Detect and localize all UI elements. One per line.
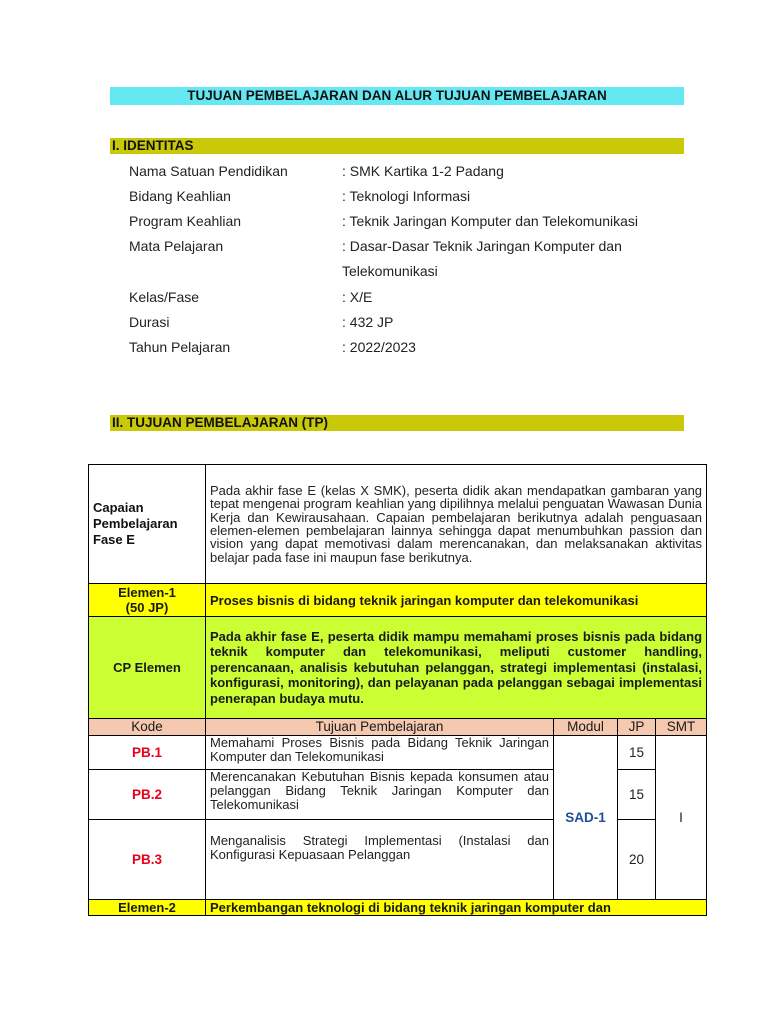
section-identitas-heading [110, 138, 684, 154]
identity-label-program: Program Keahlian [129, 213, 242, 229]
header-smt: SMT [656, 719, 707, 736]
identity-label-bidang: Bidang Keahlian [129, 188, 231, 204]
row-tujuan: Memahami Proses Bisnis pada Bidang Teknik Jaringan Komputer dan Telekomunikasi [206, 736, 554, 770]
row-kode: PB.2 [89, 770, 206, 820]
cp-elemen-row [89, 617, 707, 719]
identity-value-kelas: : X/E [342, 289, 373, 305]
elemen1-text: Proses bisnis di bidang teknik jaringan komputer dan telekomunikasi [206, 584, 707, 617]
table-header-row [89, 719, 707, 736]
elemen1-row [89, 584, 707, 617]
elemen2-label: Elemen-2 [89, 900, 206, 916]
identity-value-program: : Teknik Jaringan Komputer dan Telekomunikasi [342, 213, 638, 229]
row-jp: 15 [618, 770, 656, 820]
header-jp: JP [618, 719, 656, 736]
row-jp: 20 [618, 820, 656, 900]
cp-elemen-label: CP Elemen [89, 617, 206, 719]
identity-label-mapel: Mata Pelajaran [129, 238, 224, 254]
identity-label-durasi: Durasi [129, 314, 170, 330]
header-tujuan: Tujuan Pembelajaran [206, 719, 554, 736]
modul-cell: SAD-1 [554, 736, 618, 900]
capaian-text: Pada akhir fase E (kelas X SMK), peserta didik akan mendapatkan gambaran yang tepat mengenai program keahlian yang dipilihnya melalui penguatan Wawasan Dunia Kerja dan Kewirausahaan. Capaian pembelajaran berikutnya adalah penguasaan elemen-elemen pembelajaran lainnya sehingga dapat menumbuhkan passion dan vision yang dapat memotivasi dalam merencanakan, dan melaksanakan aktivitas belajar pada fase ini maupun fase berikutnya. [206, 465, 707, 584]
header-kode: Kode [89, 719, 206, 736]
capaian-row [89, 465, 707, 584]
smt-cell: I [656, 736, 707, 900]
section-identitas-label: I. IDENTITAS [112, 138, 194, 153]
identity-label-satuan: Nama Satuan Pendidikan [129, 163, 288, 179]
capaian-label: Capaian Pembelajaran Fase E [89, 465, 206, 584]
tujuan-pembelajaran-table [88, 464, 707, 916]
section-tp-label: II. TUJUAN PEMBELAJARAN (TP) [112, 415, 329, 430]
header-modul: Modul [554, 719, 618, 736]
elemen1-jp: (50 JP) [125, 600, 169, 615]
cp-elemen-text: Pada akhir fase E, peserta didik mampu memahami proses bisnis pada bidang teknik komputer dan telekomunikasi, meliputi customer handling, perencanaan, analisis kebutuhan pelanggan, strategi implementasi (instalasi, konfigurasi, monitoring), dan pelayanan pada pelanggan sebagai implementasi penerapan budaya mutu. [206, 617, 707, 719]
elemen2-text: Perkembangan teknologi di bidang teknik jaringan komputer dan [206, 900, 707, 916]
identity-value-satuan: : SMK Kartika 1-2 Padang [342, 163, 504, 179]
row-tujuan: Merencanakan Kebutuhan Bisnis kepada konsumen atau pelanggan Bidang Teknik Jaringan Komputer dan Telekomunikasi [206, 770, 554, 820]
identity-value-tahun: : 2022/2023 [342, 339, 416, 355]
table-row [89, 736, 707, 770]
identity-label-tahun: Tahun Pelajaran [129, 339, 231, 355]
elemen1-label: Elemen-1 [118, 585, 176, 600]
identity-value-bidang: : Teknologi Informasi [342, 188, 471, 204]
identity-value-durasi: : 432 JP [342, 314, 394, 330]
document-title: TUJUAN PEMBELAJARAN DAN ALUR TUJUAN PEMBELAJARAN [110, 87, 684, 105]
identity-label-kelas: Kelas/Fase [129, 289, 200, 305]
row-kode: PB.1 [89, 736, 206, 770]
elemen1-label-cell [89, 584, 206, 617]
identity-value-mapel: : Dasar-Dasar Teknik Jaringan Komputer dan [342, 238, 622, 254]
elemen2-row [89, 900, 707, 916]
row-jp: 15 [618, 736, 656, 770]
section-tp-heading [110, 415, 684, 431]
identity-value-mapel-cont: Telekomunikasi [342, 263, 438, 279]
row-tujuan: Menganalisis Strategi Implementasi (Instalasi dan Konfigurasi Kepuasaan Pelanggan [206, 820, 554, 900]
row-kode: PB.3 [89, 820, 206, 900]
